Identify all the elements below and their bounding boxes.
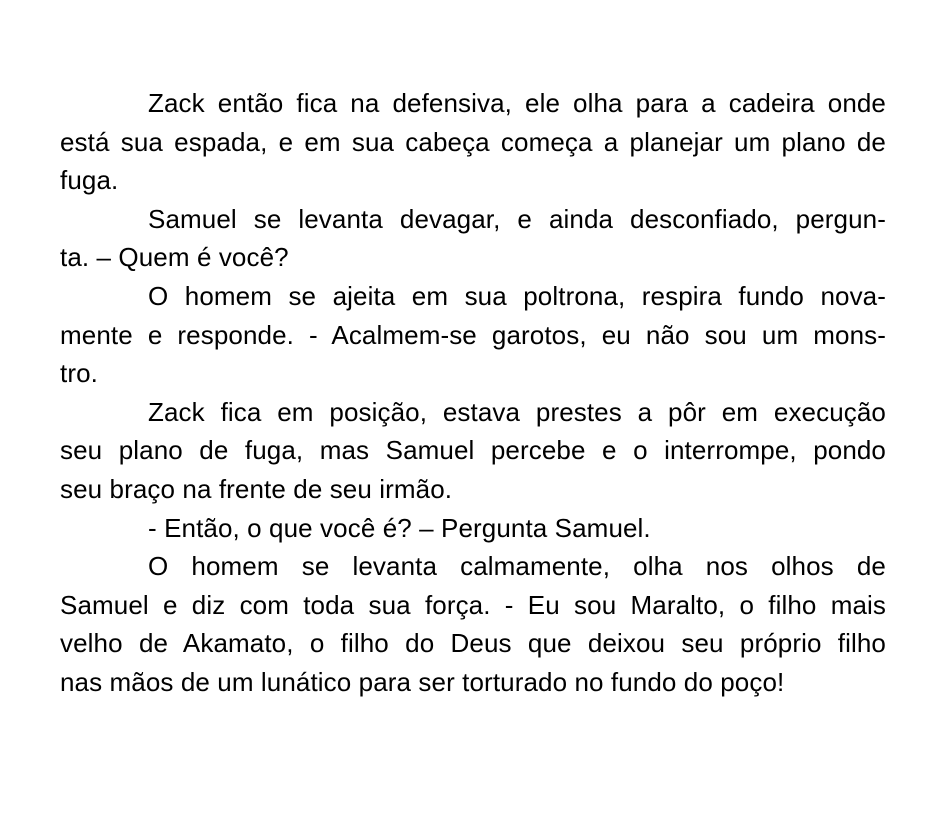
text-line: seu braço na frente de seu irmão. [60,473,453,504]
text-line: fuga. [60,165,119,196]
text-line: nas mãos de um lunático para ser torturado no fundo do poço! [60,666,785,697]
paragraph [60,200,886,277]
text-line: velho de Akamato, o filho do Deus que deixou seu próprio filho [60,628,886,659]
paragraph [60,277,886,393]
text-line: O homem se levanta calmamente, olha nos olhos de [148,551,886,582]
paragraph [60,547,886,701]
page-text [60,84,886,702]
text-line: O homem se ajeita em sua poltrona, respira fundo nova- [148,280,886,311]
text-line: ta. – Quem é você? [60,242,289,273]
text-line: está sua espada, e em sua cabeça começa a planejar um plano de [60,126,886,157]
text-line: Samuel e diz com toda sua força. - Eu sou Maralto, o filho mais [60,589,886,620]
text-line: tro. [60,358,98,389]
paragraph [60,84,886,200]
text-line: Zack então fica na defensiva, ele olha para a cadeira onde [148,88,886,118]
text-line: - Então, o que você é? – Pergunta Samuel. [148,512,651,543]
text-line: mente e responde. - Acalmem-se garotos, eu não sou um mons- [60,319,886,350]
text-line: Zack fica em posição, estava prestes a pôr em execução [148,396,886,427]
text-line: Samuel se levanta devagar, e ainda desconfiado, pergun- [148,203,886,234]
paragraph [60,393,886,509]
paragraph [60,509,886,548]
text-line: seu plano de fuga, mas Samuel percebe e o interrompe, pondo [60,435,886,466]
